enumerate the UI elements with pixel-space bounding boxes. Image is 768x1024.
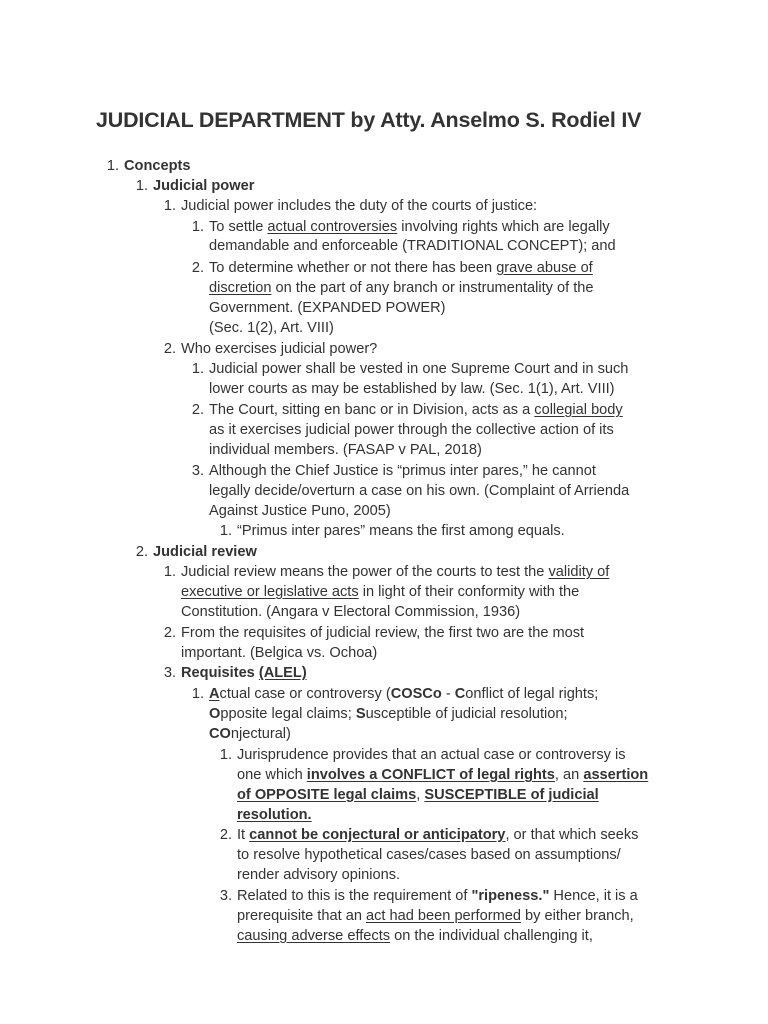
list-item-text	[209, 481, 629, 501]
text-run: individual members. (FASAP v PAL, 2018)	[209, 442, 482, 458]
text-run: Constitution. (Angara v Electoral Commission, 1936)	[181, 604, 521, 620]
list-number: 1.	[191, 686, 204, 702]
list-item-text	[209, 461, 596, 481]
list-item-text	[209, 440, 482, 460]
list-item-text	[237, 785, 599, 805]
list-number: 3.	[219, 888, 232, 904]
list-number: 1.	[163, 198, 176, 214]
text-run: ,	[416, 787, 425, 803]
text-run: actual controversies	[267, 219, 398, 235]
text-run: It	[237, 827, 250, 843]
list-number: 2.	[163, 341, 176, 357]
text-run: pposite legal claims;	[220, 706, 356, 722]
text-run: executive or legislative acts	[181, 584, 359, 600]
text-run: important. (Belgica vs. Ochoa)	[181, 645, 378, 661]
text-run: one which	[237, 767, 307, 783]
text-run: Judicial review means the power of the courts to test the	[181, 564, 549, 580]
text-run: O	[209, 706, 221, 722]
text-run: C	[454, 686, 466, 702]
text-run: in light of their conformity with the	[358, 584, 580, 600]
text-run: Requisites	[181, 665, 259, 681]
text-run: Jurisprudence provides that an actual case or controversy is	[237, 747, 626, 763]
text-run: Government. (EXPANDED POWER)	[209, 300, 446, 316]
list-item-text	[181, 582, 579, 602]
list-item-text	[153, 542, 257, 562]
text-run: Judicial power	[153, 178, 255, 194]
text-run: validity of	[548, 564, 610, 580]
text-run: The Court, sitting en banc or in Division, acts as a	[209, 402, 535, 418]
text-run: , an	[554, 767, 584, 783]
text-run: Judicial review	[153, 544, 257, 560]
list-number: 2.	[135, 544, 148, 560]
list-item-text	[237, 805, 312, 825]
text-run: "ripeness."	[471, 888, 550, 904]
list-item-text	[209, 724, 291, 744]
text-run: cannot be conjectural or anticipatory	[249, 827, 506, 843]
text-run: usceptible of judicial resolution;	[365, 706, 568, 722]
list-number: 1.	[219, 747, 232, 763]
text-run: ctual case or controversy (	[219, 686, 391, 702]
list-item-text	[124, 156, 191, 176]
list-item-text	[237, 745, 626, 765]
text-run: assertion	[583, 767, 649, 783]
text-run: S	[355, 706, 366, 722]
list-item-text	[181, 562, 609, 582]
list-number: 2.	[191, 402, 204, 418]
list-number: 1.	[106, 158, 119, 174]
text-run: Against Justice Puno, 2005)	[209, 503, 391, 519]
text-run: prerequisite that an	[237, 908, 366, 924]
list-item-text	[237, 825, 638, 845]
list-number: 1.	[191, 219, 204, 235]
list-number: 1.	[163, 564, 176, 580]
list-number: 1.	[135, 178, 148, 194]
list-number: 2.	[219, 827, 232, 843]
list-item-text	[209, 236, 616, 256]
list-item-text	[209, 359, 628, 379]
text-run: as it exercises judicial power through the collective action of its	[209, 422, 614, 438]
text-run: demandable and enforceable (TRADITIONAL CONCEPT); and	[209, 238, 616, 254]
text-run: Although the Chief Justice is “primus inter pares,” he cannot	[209, 463, 596, 479]
text-run: Concepts	[124, 158, 191, 174]
list-item-text	[181, 623, 584, 643]
list-item-text	[209, 501, 391, 521]
list-number: 3.	[191, 463, 204, 479]
list-number: 1.	[191, 361, 204, 377]
list-item-text	[237, 521, 565, 541]
text-run: Who exercises judicial power?	[181, 341, 378, 357]
text-run: To determine whether or not there has been	[209, 260, 497, 276]
list-number: 1.	[219, 523, 232, 539]
list-item-text	[237, 765, 648, 785]
text-run: render advisory opinions.	[237, 867, 401, 883]
list-item-text	[237, 926, 593, 946]
text-run: njectural)	[230, 726, 291, 742]
text-run: on the part of any branch or instrumentality of the	[271, 280, 594, 296]
text-run: grave abuse of	[496, 260, 593, 276]
document-title: JUDICIAL DEPARTMENT by Atty. Anselmo S. Rodiel IV	[96, 108, 642, 132]
text-run: onflict of legal rights;	[465, 686, 599, 702]
list-item-text	[153, 176, 254, 196]
list-item-text	[181, 196, 537, 216]
text-run: “Primus inter pares” means the first among equals.	[237, 523, 565, 539]
text-run: by either branch,	[520, 908, 634, 924]
text-run: Judicial power shall be vested in one Supreme Court and in such	[209, 361, 629, 377]
text-run: CO	[209, 726, 231, 742]
text-run: From the requisites of judicial review, the first two are the most	[181, 625, 585, 641]
list-item-text	[237, 886, 638, 906]
list-item-text	[181, 663, 307, 683]
list-item-text	[209, 420, 614, 440]
list-item-text	[237, 906, 634, 926]
text-run: on the individual challenging it,	[390, 928, 593, 944]
list-item-text	[209, 217, 610, 237]
text-run: resolution.	[237, 807, 312, 823]
text-run: A	[209, 686, 220, 702]
text-run: to resolve hypothetical cases/cases based on assumptions/	[237, 847, 621, 863]
list-item-text	[237, 865, 400, 885]
text-run: involving rights which are legally	[397, 219, 610, 235]
list-item-text	[209, 318, 334, 338]
text-run: COSCo	[390, 686, 442, 702]
list-item-text	[181, 602, 520, 622]
list-number: 2.	[191, 260, 204, 276]
text-run: of OPPOSITE legal claims	[237, 787, 417, 803]
list-item-text	[181, 339, 377, 359]
text-run: Judicial power includes the duty of the courts of justice:	[181, 198, 538, 214]
text-run: Hence, it is a	[549, 888, 638, 904]
text-run: act had been performed	[366, 908, 521, 924]
list-item-text	[209, 400, 623, 420]
list-item-text	[237, 845, 621, 865]
text-run: discretion	[209, 280, 272, 296]
list-number: 2.	[163, 625, 176, 641]
text-run: legally decide/overturn a case on his own. (Complaint of Arrienda	[209, 483, 630, 499]
list-item-text	[209, 298, 446, 318]
text-run: Related to this is the requirement of	[237, 888, 472, 904]
text-run: -	[441, 686, 455, 702]
text-run: To settle	[209, 219, 268, 235]
list-number: 3.	[163, 665, 176, 681]
list-item-text	[181, 643, 377, 663]
text-run: lower courts as may be established by law. (Sec. 1(1), Art. VIII)	[209, 381, 615, 397]
list-item-text	[209, 278, 594, 298]
text-run: SUSCEPTIBLE of judicial	[424, 787, 599, 803]
text-run: causing adverse effects	[237, 928, 391, 944]
text-run: collegial body	[534, 402, 623, 418]
text-run: , or that which seeks	[505, 827, 639, 843]
list-item-text	[209, 258, 593, 278]
list-item-text	[209, 379, 615, 399]
text-run: (Sec. 1(2), Art. VIII)	[209, 320, 334, 336]
text-run: involves a CONFLICT of legal rights	[306, 767, 555, 783]
list-item-text	[209, 684, 598, 704]
list-item-text	[209, 704, 568, 724]
text-run: (ALEL)	[258, 665, 307, 681]
